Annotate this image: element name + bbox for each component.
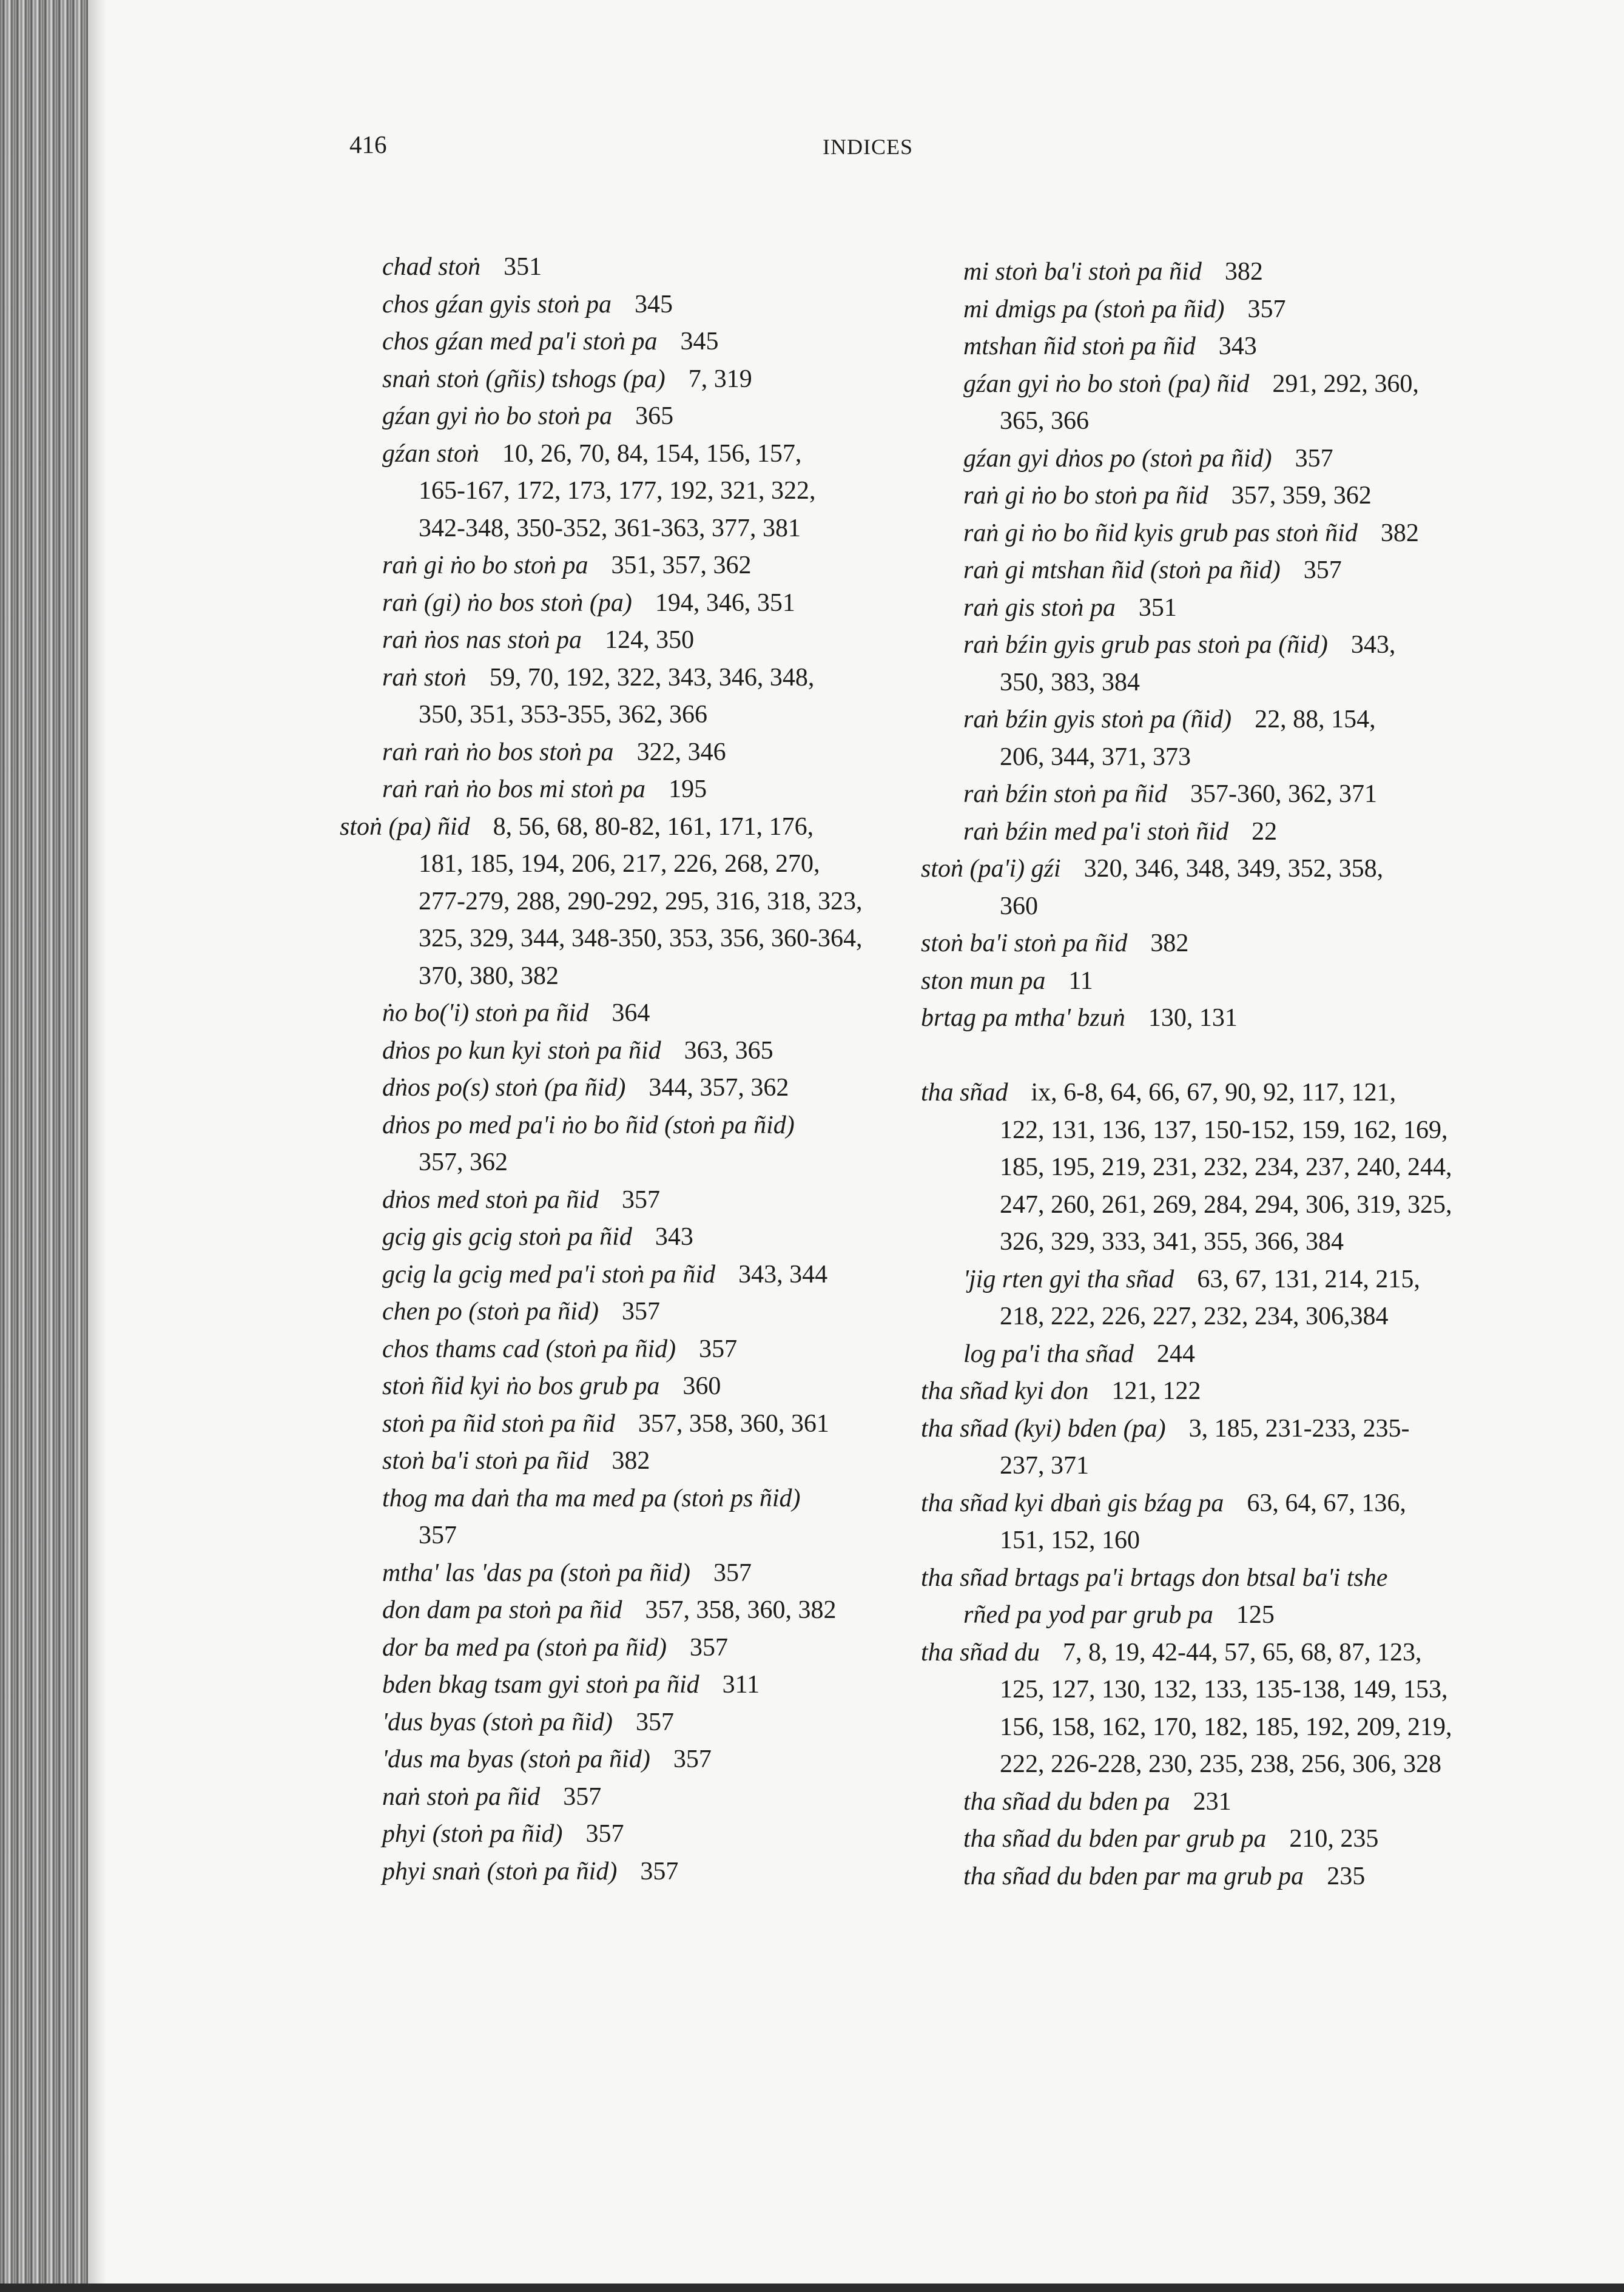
index-term: tha sñad kyi dbaṅ gis bźag pa	[921, 1489, 1224, 1517]
index-term: tha sñad du bden par ma grub pa	[963, 1862, 1304, 1890]
index-entry	[921, 1597, 1479, 1634]
index-term: mtshan ñid stoṅ pa ñid	[963, 332, 1196, 360]
page-references: 218, 222, 226, 227, 232, 234, 306,384	[1000, 1303, 1389, 1330]
index-term: dṅos po(s) stoṅ (pa ñid)	[382, 1074, 626, 1102]
index-term: gcig gis gcig stoṅ pa ñid	[382, 1223, 632, 1251]
index-entry-continuation	[921, 888, 1479, 926]
index-term: tha sñad du	[921, 1638, 1040, 1667]
index-term: chos gźan med pa'i stoṅ pa	[382, 328, 658, 356]
index-term: chad stoṅ	[382, 253, 481, 281]
page-references: 277-279, 288, 290-292, 295, 316, 318, 323,	[419, 887, 863, 915]
page-references: 357	[635, 1708, 674, 1736]
index-entry-continuation	[340, 883, 886, 921]
page-references: 194, 346, 351	[655, 588, 795, 617]
page-references: 382	[612, 1447, 650, 1475]
index-entry	[340, 771, 886, 809]
index-entry	[340, 734, 886, 772]
index-term: raṅ bźin gyis grub pas stoṅ pa (ñid)	[963, 631, 1328, 659]
index-entry	[921, 440, 1479, 478]
page-references: 156, 158, 162, 170, 182, 185, 192, 209, 219,	[1000, 1713, 1452, 1741]
page-references: 351, 357, 362	[611, 551, 752, 579]
index-term: dṅos med stoṅ pa ñid	[382, 1185, 599, 1214]
page-references: 7, 319	[688, 365, 752, 393]
index-term: tha sñad brtags pa'i brtags don btsal ba'i tshe	[921, 1563, 1388, 1592]
page-references: 343	[655, 1223, 693, 1251]
page-references: 11	[1068, 966, 1093, 995]
index-entry	[340, 1368, 886, 1406]
page-references: 360	[1000, 892, 1038, 920]
index-entry	[921, 1411, 1479, 1448]
book-binding-edge	[0, 0, 88, 2292]
index-entry-continuation	[921, 739, 1479, 777]
index-term: dor ba med pa (stoṅ pa ñid)	[382, 1633, 667, 1662]
index-entry	[340, 1033, 886, 1070]
index-entry	[340, 1741, 886, 1779]
index-entry-continuation	[921, 1112, 1479, 1150]
index-entry	[921, 1074, 1479, 1112]
index-entry-continuation	[340, 1517, 886, 1555]
index-entry	[340, 1331, 886, 1369]
page-references: 22	[1252, 817, 1278, 846]
index-entry	[340, 547, 886, 585]
page-references: 320, 346, 348, 349, 352, 358,	[1083, 855, 1384, 883]
page-references: 357	[699, 1335, 738, 1363]
index-term: naṅ stoṅ pa ñid	[382, 1782, 541, 1811]
index-entry	[340, 1853, 886, 1891]
index-term: log pa'i tha sñad	[963, 1340, 1134, 1368]
page-references: 235	[1327, 1862, 1366, 1890]
index-term: gźan gyi ṅo bo stoṅ pa	[382, 402, 613, 430]
index-term: stoṅ pa ñid stoṅ pa ñid	[382, 1409, 615, 1438]
index-entry	[340, 1704, 886, 1742]
page-references: 22, 88, 154,	[1255, 706, 1376, 733]
page-references: 343, 344	[738, 1260, 828, 1289]
page-references: 181, 185, 194, 206, 217, 226, 268, 270,	[419, 850, 820, 878]
page-references: 357	[563, 1782, 602, 1811]
index-term: raṅ (gi) ṅo bos stoṅ (pa)	[382, 588, 632, 617]
index-term: mi dmigs pa (stoṅ pa ñid)	[963, 295, 1225, 323]
page-references: 357	[673, 1745, 712, 1773]
page-references: 125, 127, 130, 132, 133, 135-138, 149, 153,	[1000, 1676, 1448, 1704]
page-references: 325, 329, 344, 348-350, 353, 356, 360-364,	[419, 925, 863, 952]
page-references: 291, 292, 360,	[1272, 369, 1419, 398]
index-term: phyi (stoṅ pa ñid)	[382, 1820, 563, 1848]
page-references: 382	[1380, 519, 1419, 547]
page-references: 357, 362	[419, 1148, 508, 1176]
index-term: 'dus byas (stoṅ pa ñid)	[382, 1708, 613, 1736]
index-entry	[921, 627, 1479, 664]
index-entry	[340, 1219, 886, 1256]
page-references: 195	[669, 775, 707, 803]
page-references: 363, 365	[684, 1036, 773, 1065]
page-references: 364	[612, 999, 650, 1027]
index-column-left	[340, 249, 886, 1890]
section-gap	[921, 1037, 1479, 1075]
page-references: 370, 380, 382	[419, 962, 559, 990]
index-entry	[921, 366, 1479, 403]
page-references: 63, 64, 67, 136,	[1247, 1489, 1406, 1517]
index-entry-continuation	[921, 1149, 1479, 1187]
page-references: 357	[419, 1522, 457, 1549]
page-references: 382	[1150, 929, 1189, 957]
index-entry	[340, 1630, 886, 1667]
page-references: 125	[1236, 1601, 1275, 1629]
index-entry-continuation	[921, 1709, 1479, 1747]
index-term: don dam pa stoṅ pa ñid	[382, 1596, 622, 1624]
index-term: raṅ ṅos nas stoṅ pa	[382, 626, 582, 654]
index-term: raṅ gi ṅo bo stoṅ pa ñid	[963, 482, 1208, 510]
page-references: 342-348, 350-352, 361-363, 377, 381	[419, 514, 801, 542]
running-title: INDICES	[823, 135, 913, 159]
index-term: raṅ gi ṅo bo ñid kyis grub pas stoṅ ñid	[963, 519, 1358, 547]
index-entry	[340, 361, 886, 399]
index-entry	[340, 1667, 886, 1704]
page-references: 344, 357, 362	[649, 1074, 789, 1102]
index-entry	[340, 809, 886, 846]
index-entry	[921, 1858, 1479, 1896]
page-references: 357	[1295, 444, 1333, 473]
page-references: 206, 344, 371, 373	[1000, 743, 1191, 771]
index-term: phyi snaṅ (stoṅ pa ñid)	[382, 1857, 618, 1886]
index-entry	[921, 328, 1479, 366]
page-references: 311	[722, 1671, 760, 1699]
index-entry-continuation	[921, 1746, 1479, 1784]
binding-shadow	[88, 0, 106, 2292]
index-term: bden bkag tsam gyi stoṅ pa ñid	[382, 1671, 699, 1699]
index-entry	[340, 995, 886, 1033]
index-entry	[340, 1070, 886, 1107]
index-entry-continuation	[921, 1224, 1479, 1261]
index-entry-continuation	[340, 510, 886, 548]
page-references: 165-167, 172, 173, 177, 192, 321, 322,	[419, 477, 816, 505]
index-entry-continuation	[340, 920, 886, 958]
page-references: 357	[622, 1185, 660, 1214]
page-references: 382	[1224, 258, 1263, 286]
index-entry-continuation	[921, 1448, 1479, 1485]
index-entry	[340, 585, 886, 622]
index-term: stoṅ ñid kyi ṅo bos grub pa	[382, 1372, 660, 1400]
index-entry	[921, 851, 1479, 888]
index-term: 'dus ma byas (stoṅ pa ñid)	[382, 1745, 650, 1773]
index-entry	[340, 1443, 886, 1480]
index-entry	[921, 552, 1479, 590]
page-references: 365, 366	[1000, 407, 1089, 435]
page-references: 345	[680, 328, 719, 356]
index-entry	[921, 963, 1479, 1000]
index-entry-continuation	[921, 1671, 1479, 1709]
index-entry	[921, 776, 1479, 814]
index-term: rñed pa yod par grub pa	[963, 1601, 1213, 1629]
index-term: dṅos po kun kyi stoṅ pa ñid	[382, 1036, 661, 1065]
page-references: 357, 358, 360, 361	[638, 1409, 829, 1438]
index-entry-continuation	[921, 1522, 1479, 1560]
index-term: mtha' las 'das pa (stoṅ pa ñid)	[382, 1559, 690, 1587]
index-entry	[340, 1592, 886, 1630]
index-entry-continuation	[921, 1187, 1479, 1224]
index-entry	[340, 1816, 886, 1853]
page-references: 121, 122	[1111, 1377, 1201, 1405]
page-references: 151, 152, 160	[1000, 1526, 1140, 1554]
page-references: 351	[504, 253, 542, 281]
index-term: stoṅ (pa'i) gźi	[921, 855, 1061, 883]
page-references: 122, 131, 136, 137, 150-152, 159, 162, 169,	[1000, 1116, 1448, 1144]
index-term: gźan stoṅ	[382, 439, 479, 468]
index-term: tha sñad du bden pa	[963, 1787, 1170, 1816]
page-references: ix, 6-8, 64, 66, 67, 90, 92, 117, 121,	[1031, 1079, 1397, 1107]
page-references: 185, 195, 219, 231, 232, 234, 237, 240, 244,	[1000, 1153, 1452, 1181]
page-references: 357, 358, 360, 382	[645, 1596, 837, 1624]
index-term: raṅ gi ṅo bo stoṅ pa	[382, 551, 588, 579]
index-term: tha sñad	[921, 1079, 1008, 1107]
page-references: 322, 346	[636, 738, 726, 766]
page-references: 326, 329, 333, 341, 355, 366, 384	[1000, 1228, 1344, 1256]
index-term: gźan gyi dṅos po (stoṅ pa ñid)	[963, 444, 1272, 473]
page-references: 210, 235	[1289, 1825, 1379, 1853]
index-entry	[921, 590, 1479, 627]
index-entry-continuation	[340, 1144, 886, 1182]
page-references: 350, 383, 384	[1000, 668, 1140, 696]
index-entry	[340, 249, 886, 286]
index-entry-continuation	[340, 696, 886, 734]
page-references: 357	[640, 1857, 679, 1886]
index-term: gcig la gcig med pa'i stoṅ pa ñid	[382, 1260, 716, 1289]
index-term: tha sñad (kyi) bden (pa)	[921, 1414, 1166, 1443]
index-term: raṅ raṅ ṅo bos stoṅ pa	[382, 738, 614, 766]
page-references: 130, 131	[1148, 1004, 1238, 1032]
index-column-right	[921, 254, 1479, 1895]
index-entry	[340, 1480, 886, 1518]
index-term: snaṅ stoṅ (gñis) tshogs (pa)	[382, 365, 665, 393]
page-references: 124, 350	[605, 626, 695, 654]
index-entry	[340, 1107, 886, 1145]
index-term: stoṅ (pa) ñid	[340, 812, 470, 841]
page-references: 59, 70, 192, 322, 343, 346, 348,	[489, 663, 815, 692]
page-references: 357, 359, 362	[1231, 482, 1372, 510]
index-term: stoṅ ba'i stoṅ pa ñid	[382, 1447, 589, 1475]
index-term: tha sñad du bden par grub pa	[963, 1825, 1267, 1853]
page-references: 222, 226-228, 230, 235, 238, 256, 306, 328	[1000, 1750, 1441, 1778]
index-entry	[340, 286, 886, 324]
index-entry	[340, 659, 886, 697]
index-term: thog ma daṅ tha ma med pa (stoṅ ps ñid)	[382, 1484, 801, 1512]
index-entry	[921, 701, 1479, 739]
index-term: gźan gyi ṅo bo stoṅ (pa) ñid	[963, 369, 1250, 398]
index-entry	[921, 291, 1479, 329]
page-references: 365	[635, 402, 674, 430]
index-entry-continuation	[921, 664, 1479, 702]
index-entry	[921, 254, 1479, 291]
index-entry	[921, 925, 1479, 963]
index-term: chen po (stoṅ pa ñid)	[382, 1298, 599, 1326]
index-term: raṅ stoṅ	[382, 663, 467, 692]
index-term: dṅos po med pa'i ṅo bo ñid (stoṅ pa ñid)	[382, 1111, 795, 1139]
index-entry	[340, 1406, 886, 1443]
index-term: tha sñad kyi don	[921, 1377, 1089, 1405]
page-references: 63, 67, 131, 214, 215,	[1197, 1265, 1420, 1293]
index-entry	[921, 1373, 1479, 1411]
index-entry	[921, 1261, 1479, 1299]
page-references: 231	[1193, 1787, 1231, 1816]
page-references: 357	[621, 1298, 660, 1326]
page-references: 343	[1218, 332, 1257, 360]
index-term: ṅo bo('i) stoṅ pa ñid	[382, 999, 589, 1027]
index-entry	[340, 1779, 886, 1816]
index-entry	[921, 814, 1479, 851]
index-entry	[340, 1256, 886, 1294]
index-term: raṅ gis stoṅ pa	[963, 593, 1116, 622]
index-term: chos gźan gyis stoṅ pa	[382, 290, 612, 319]
index-entry	[921, 1560, 1479, 1597]
index-entry-continuation	[921, 1298, 1479, 1336]
index-entry	[340, 1182, 886, 1219]
index-term: raṅ raṅ ṅo bos mi stoṅ pa	[382, 775, 646, 803]
page-references: 237, 371	[1000, 1452, 1089, 1480]
page-references: 357	[689, 1633, 728, 1662]
index-entry	[921, 1485, 1479, 1523]
index-entry-continuation	[921, 403, 1479, 440]
index-entry	[340, 398, 886, 436]
index-entry	[340, 323, 886, 361]
page-references: 247, 260, 261, 269, 284, 294, 306, 319, 325,	[1000, 1190, 1452, 1219]
page-references: 7, 8, 19, 42-44, 57, 65, 68, 87, 123,	[1063, 1638, 1422, 1667]
index-entry	[921, 477, 1479, 515]
page-references: 351	[1138, 593, 1177, 622]
index-entry	[921, 1784, 1479, 1821]
page-references: 8, 56, 68, 80-82, 161, 171, 176,	[493, 812, 814, 841]
page-references: 3, 185, 231-233, 235-	[1188, 1414, 1410, 1443]
index-entry	[921, 1000, 1479, 1037]
index-term: ston mun pa	[921, 966, 1046, 995]
index-entry-continuation	[340, 846, 886, 883]
index-term: raṅ bźin stoṅ pa ñid	[963, 780, 1168, 808]
page-references: 345	[635, 290, 673, 319]
page-references: 360	[682, 1372, 721, 1400]
index-term: chos thams cad (stoṅ pa ñid)	[382, 1335, 676, 1363]
index-entry-continuation	[340, 473, 886, 510]
index-term: raṅ gi mtshan ñid (stoṅ pa ñid)	[963, 556, 1281, 584]
page-references: 357-360, 362, 371	[1190, 780, 1378, 808]
scan-bottom-edge	[0, 2284, 1624, 2292]
page-references: 343,	[1350, 631, 1396, 659]
page-references: 244	[1156, 1340, 1195, 1368]
page-references: 350, 351, 353-355, 362, 366	[419, 701, 707, 729]
index-entry	[340, 1555, 886, 1593]
index-entry	[340, 622, 886, 659]
index-term: 'jig rten gyi tha sñad	[963, 1265, 1174, 1293]
page-references: 10, 26, 70, 84, 154, 156, 157,	[502, 439, 802, 468]
page-references: 357	[585, 1820, 624, 1848]
index-term: raṅ bźin med pa'i stoṅ ñid	[963, 817, 1229, 846]
index-entry	[921, 1634, 1479, 1672]
index-entry	[921, 515, 1479, 553]
page-references: 357	[1303, 556, 1342, 584]
index-entry-continuation	[340, 958, 886, 996]
index-term: mi stoṅ ba'i stoṅ pa ñid	[963, 258, 1202, 286]
page-number: 416	[349, 130, 387, 158]
page-references: 357	[713, 1559, 752, 1587]
index-entry	[340, 1293, 886, 1331]
index-term: brtag pa mtha' bzuṅ	[921, 1004, 1125, 1032]
index-entry	[921, 1336, 1479, 1374]
index-term: stoṅ ba'i stoṅ pa ñid	[921, 929, 1128, 957]
index-term: raṅ bźin gyis stoṅ pa (ñid)	[963, 706, 1232, 733]
index-entry	[340, 436, 886, 473]
index-entry	[921, 1821, 1479, 1858]
page-references: 357	[1247, 295, 1286, 323]
